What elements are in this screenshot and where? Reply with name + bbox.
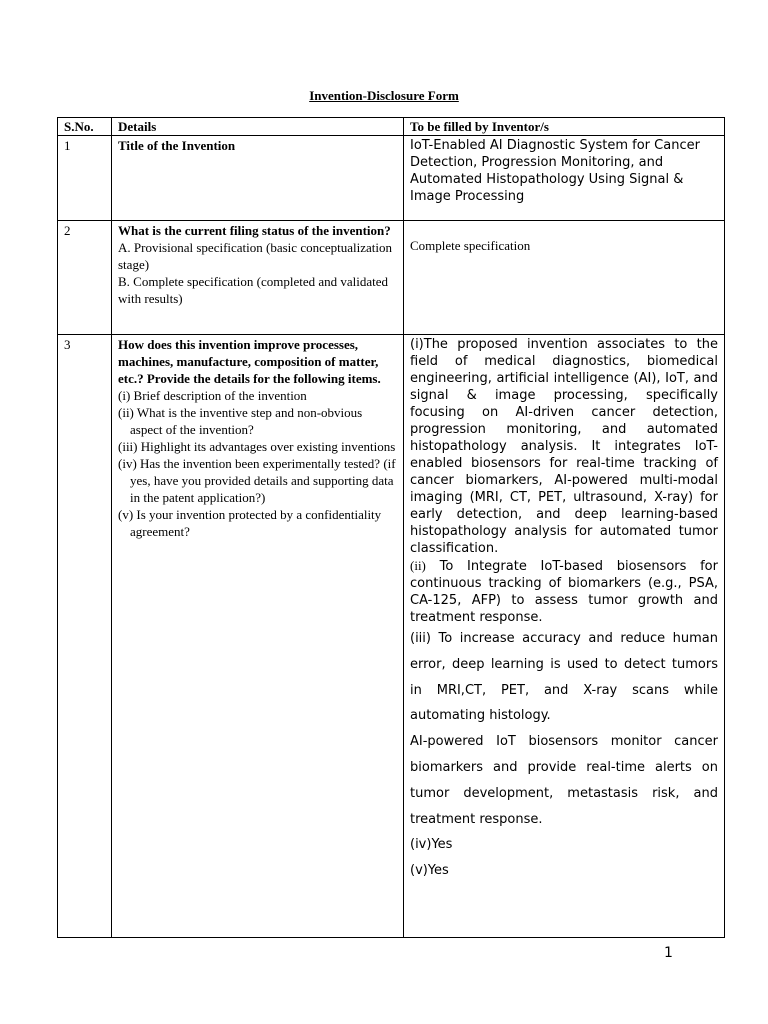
answer-inventive-step (410, 557, 718, 626)
option-provisional: A. Provisional specification (basic conceptualization stage) (118, 240, 392, 272)
sub-item-iii: (iii) Highlight its advantages over existing inventions (118, 439, 396, 454)
form-title: Invention-Disclosure Form (309, 88, 459, 103)
question-text: How does this invention improve processes, machines, manufacture, composition of matter, etc.? Provide the details for the following items. (118, 337, 381, 386)
answer-title: IoT-Enabled AI Diagnostic System for Cancer Detection, Progression Monitoring, and Automated Histopathology Using Signal & Image Processing (404, 136, 725, 221)
answer-improvement (404, 335, 725, 938)
question-filing-status (112, 221, 404, 335)
header-details: Details (112, 118, 404, 136)
table-row (58, 221, 725, 335)
answer-description: (i)The proposed invention associates to the field of medical diagnostics, biomedical engineering, artificial intelligence (AI), IoT, and signal & image processing, specifically focusing on AI-driven cancer detection, progression monitoring, and automated histopathology analysis. It integrates IoT-enabled biosensors for real-time tracking of cancer biomarkers, AI-powered multi-modal imaging (MRI, CT, PET, ultrasound, X-ray) for early detection, and deep learning-based histopathology analysis for automated tumor classification. (410, 337, 718, 556)
row-number: 1 (58, 136, 112, 221)
sub-item-ii: (ii) What is the inventive step and non-obvious aspect of the invention? (118, 405, 363, 437)
sub-item-v: (v) Is your invention protected by a confidentiality agreement? (118, 507, 382, 539)
question-title: Title of the Invention (112, 136, 404, 221)
answer-filing-status: Complete specification (404, 221, 725, 335)
table-row (58, 335, 725, 938)
table-header-row (58, 118, 725, 136)
disclosure-table (57, 117, 725, 938)
answer-advantages-cont: AI-powered IoT biosensors monitor cancer biomarkers and provide real-time alerts on tumor development, metastasis risk, and treatment response. (410, 734, 718, 827)
question-improvement (112, 335, 404, 938)
sub-item-iv: (iv) Has the invention been experimentally tested? (if yes, have you provided details and supporting data in the patent application?) (118, 456, 396, 505)
answer-ii-marker: (ii) (410, 558, 426, 573)
page-number: 1 (664, 945, 673, 961)
answer-confidentiality: (v)Yes (410, 863, 449, 879)
answer-tested: (iv)Yes (410, 837, 453, 853)
row-number: 2 (58, 221, 112, 335)
answer-advantages: (iii) To increase accuracy and reduce human error, deep learning is used to detect tumors in MRI,CT, PET, and X-ray scans while automating histology. (410, 631, 718, 724)
row-number: 3 (58, 335, 112, 938)
header-sno: S.No. (58, 118, 112, 136)
page-title (0, 88, 768, 104)
answer-ii-text: To Integrate IoT-based biosensors for continuous tracking of biomarkers (e.g., PSA, CA-125, AFP) to assess tumor growth and treatment response. (410, 559, 718, 625)
table-row (58, 136, 725, 221)
sub-item-i: (i) Brief description of the invention (118, 388, 307, 403)
question-text: What is the current filing status of the invention? (118, 223, 391, 238)
option-complete: B. Complete specification (completed and validated with results) (118, 274, 389, 306)
header-inventor: To be filled by Inventor/s (404, 118, 725, 136)
